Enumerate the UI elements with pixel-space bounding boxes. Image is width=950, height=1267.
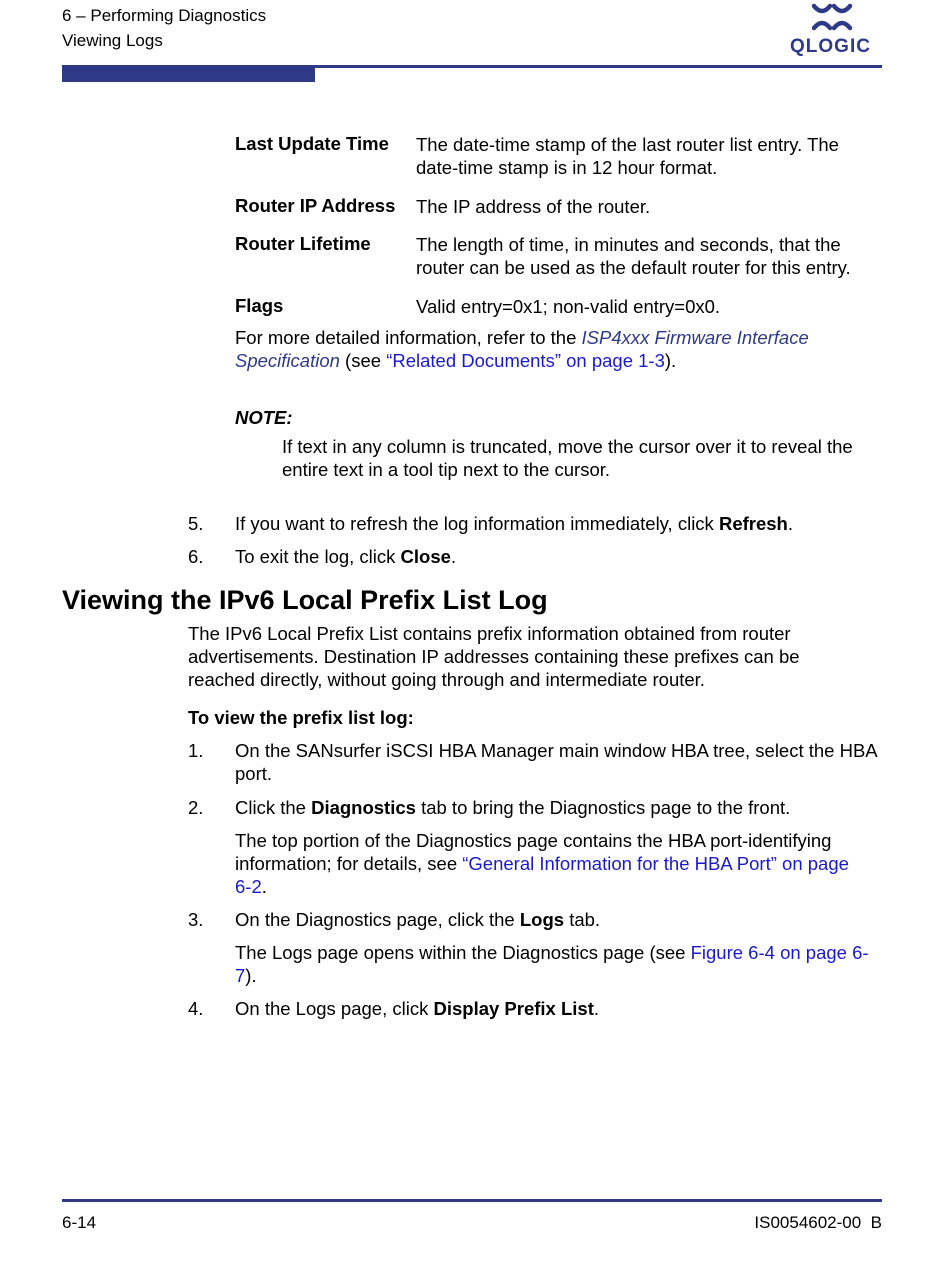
step-2-sub	[235, 829, 865, 898]
step-3-text	[235, 908, 882, 931]
header-tab-bar	[62, 68, 315, 82]
more-info-suffix: ).	[664, 350, 677, 371]
section-heading: Viewing the IPv6 Local Prefix List Log	[62, 585, 548, 615]
term-router-lifetime: Router Lifetime	[235, 233, 371, 254]
more-info-prefix: For more detailed information, refer to the	[235, 327, 582, 348]
step-3-post: tab.	[564, 909, 601, 930]
procedure-title: To view the prefix list log:	[188, 707, 414, 728]
display-prefix-list-label: Display Prefix List	[433, 998, 594, 1019]
def-router-lifetime: The length of time, in minutes and seconds, that the router can be used as the default router for this entry.	[416, 234, 851, 278]
step-4-number: 4.	[188, 998, 204, 1019]
step-6-number: 6.	[188, 546, 204, 567]
step-3-pre: On the Diagnostics page, click the	[235, 909, 520, 930]
firmware-spec-link[interactable]: ISP4xxx Firmware Interface Specification	[235, 327, 809, 371]
step-3-sub-pre: The Logs page opens within the Diagnostics page (see	[235, 942, 691, 963]
term-router-ip-address: Router IP Address	[235, 195, 396, 216]
step-4-pre: On the Logs page, click	[235, 998, 434, 1019]
step-5-post: .	[787, 513, 793, 534]
step-4-text	[235, 997, 882, 1020]
figure-6-4-link[interactable]: Figure 6-4 on page 6-7	[235, 942, 869, 986]
def-last-update-time: The date-time stamp of the last router list entry. The date-time stamp is in 12 hour format.	[416, 134, 839, 178]
step-6-text	[235, 545, 882, 568]
step-1-text: On the SANsurfer iSCSI HBA Manager main window HBA tree, select the HBA port.	[235, 740, 877, 784]
step-5-number: 5.	[188, 513, 204, 534]
step-6-pre: To exit the log, click	[235, 546, 401, 567]
step-2-post: tab to bring the Diagnostics page to the front.	[415, 797, 791, 818]
section-intro: The IPv6 Local Prefix List contains prefix information obtained from router advertisements. Destination IP addresses containing these prefixes can be reached directly, without going through and intermediate router.	[188, 623, 800, 690]
step-6-post: .	[450, 546, 457, 567]
step-5-text	[235, 512, 882, 535]
close-label: Close	[400, 546, 451, 567]
qlogic-logo-icon	[786, 2, 882, 58]
more-info-paragraph	[235, 326, 875, 372]
step-3-number: 3.	[188, 909, 204, 930]
step-2-pre: Click the	[235, 797, 312, 818]
step-3-sub	[235, 941, 880, 987]
general-information-link[interactable]: “General Information for the HBA Port” on page 6-2	[235, 853, 849, 897]
term-last-update-time: Last Update Time	[235, 133, 389, 154]
step-2-sub-pre: The top portion of the Diagnostics page contains the HBA port-identifying information; for details, see	[235, 830, 832, 874]
step-4-post: .	[593, 998, 600, 1019]
diagnostics-label: Diagnostics	[311, 797, 416, 818]
def-flags: Valid entry=0x1; non-valid entry=0x0.	[416, 296, 721, 317]
step-1-number: 1.	[188, 740, 204, 761]
svg-text:QLOGIC: QLOGIC	[790, 36, 871, 57]
related-documents-link[interactable]: “Related Documents” on page 1-3	[386, 350, 665, 371]
def-router-ip-address: The IP address of the router.	[416, 196, 651, 217]
step-3-sub-post: ).	[245, 965, 257, 986]
qlogic-logo	[786, 2, 882, 58]
step-2-sub-post: .	[261, 876, 267, 897]
document-id: IS0054602-00 B	[754, 1213, 882, 1232]
step-2-number: 2.	[188, 797, 204, 818]
note-title: NOTE:	[235, 407, 293, 428]
more-info-mid: (see	[339, 350, 387, 371]
note-text: If text in any column is truncated, move the cursor over it to reveal the entire text in a tool tip next to the cursor.	[282, 436, 853, 480]
step-2-text	[235, 796, 882, 819]
refresh-label: Refresh	[718, 513, 788, 534]
footer-rule	[62, 1199, 882, 1202]
step-5-pre: If you want to refresh the log information immediately, click	[235, 513, 719, 534]
logs-label: Logs	[519, 909, 565, 930]
chapter-title: 6 – Performing Diagnostics	[62, 6, 267, 25]
page-number: 6-14	[62, 1213, 97, 1232]
term-flags: Flags	[235, 295, 284, 316]
section-title: Viewing Logs	[62, 31, 163, 50]
